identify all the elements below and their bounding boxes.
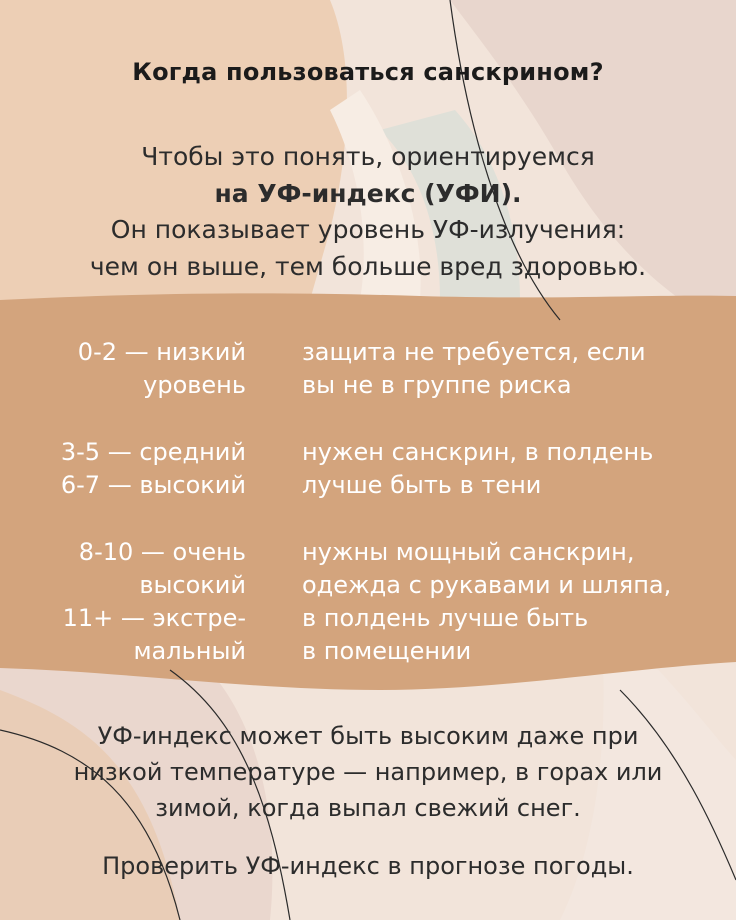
uv-level-label: 0-2 — низкий уровень <box>77 338 246 399</box>
uv-level-label: 3-5 — средний 6-7 — высокий <box>60 438 246 499</box>
intro-text <box>0 139 736 285</box>
page-title: Когда пользоваться санскрином? <box>132 58 604 86</box>
uv-advice-text: нужен санскрин, в полдень лучше быть в тени <box>302 438 654 499</box>
uv-advice-text: нужны мощный санскрин, одежда с рукавами и шляпа, в полдень лучше быть в помещении <box>302 538 672 665</box>
check-forecast-text: Проверить УФ-индекс в прогнозе погоды. <box>102 852 634 880</box>
uv-level-label: 8-10 — очень высокий 11+ — экстре- мальный <box>62 538 246 665</box>
note-line-3: зимой, когда выпал свежий снег. <box>155 794 581 822</box>
intro-line-2-bold: на УФ-индекс (УФИ). <box>214 178 522 208</box>
note-line-1: УФ-индекс может быть высоким даже при <box>97 722 639 750</box>
note-text <box>0 718 736 826</box>
uv-advice-text: защита не требуется, если вы не в группе риска <box>302 338 646 399</box>
intro-line-3: Он показывает уровень УФ-излучения: <box>110 215 626 244</box>
intro-line-1: Чтобы это понять, ориентируемся <box>141 142 595 171</box>
note-line-2: низкой температуре — например, в горах или <box>73 758 663 786</box>
intro-line-4: чем он выше, тем больше вред здоровью. <box>89 251 647 281</box>
